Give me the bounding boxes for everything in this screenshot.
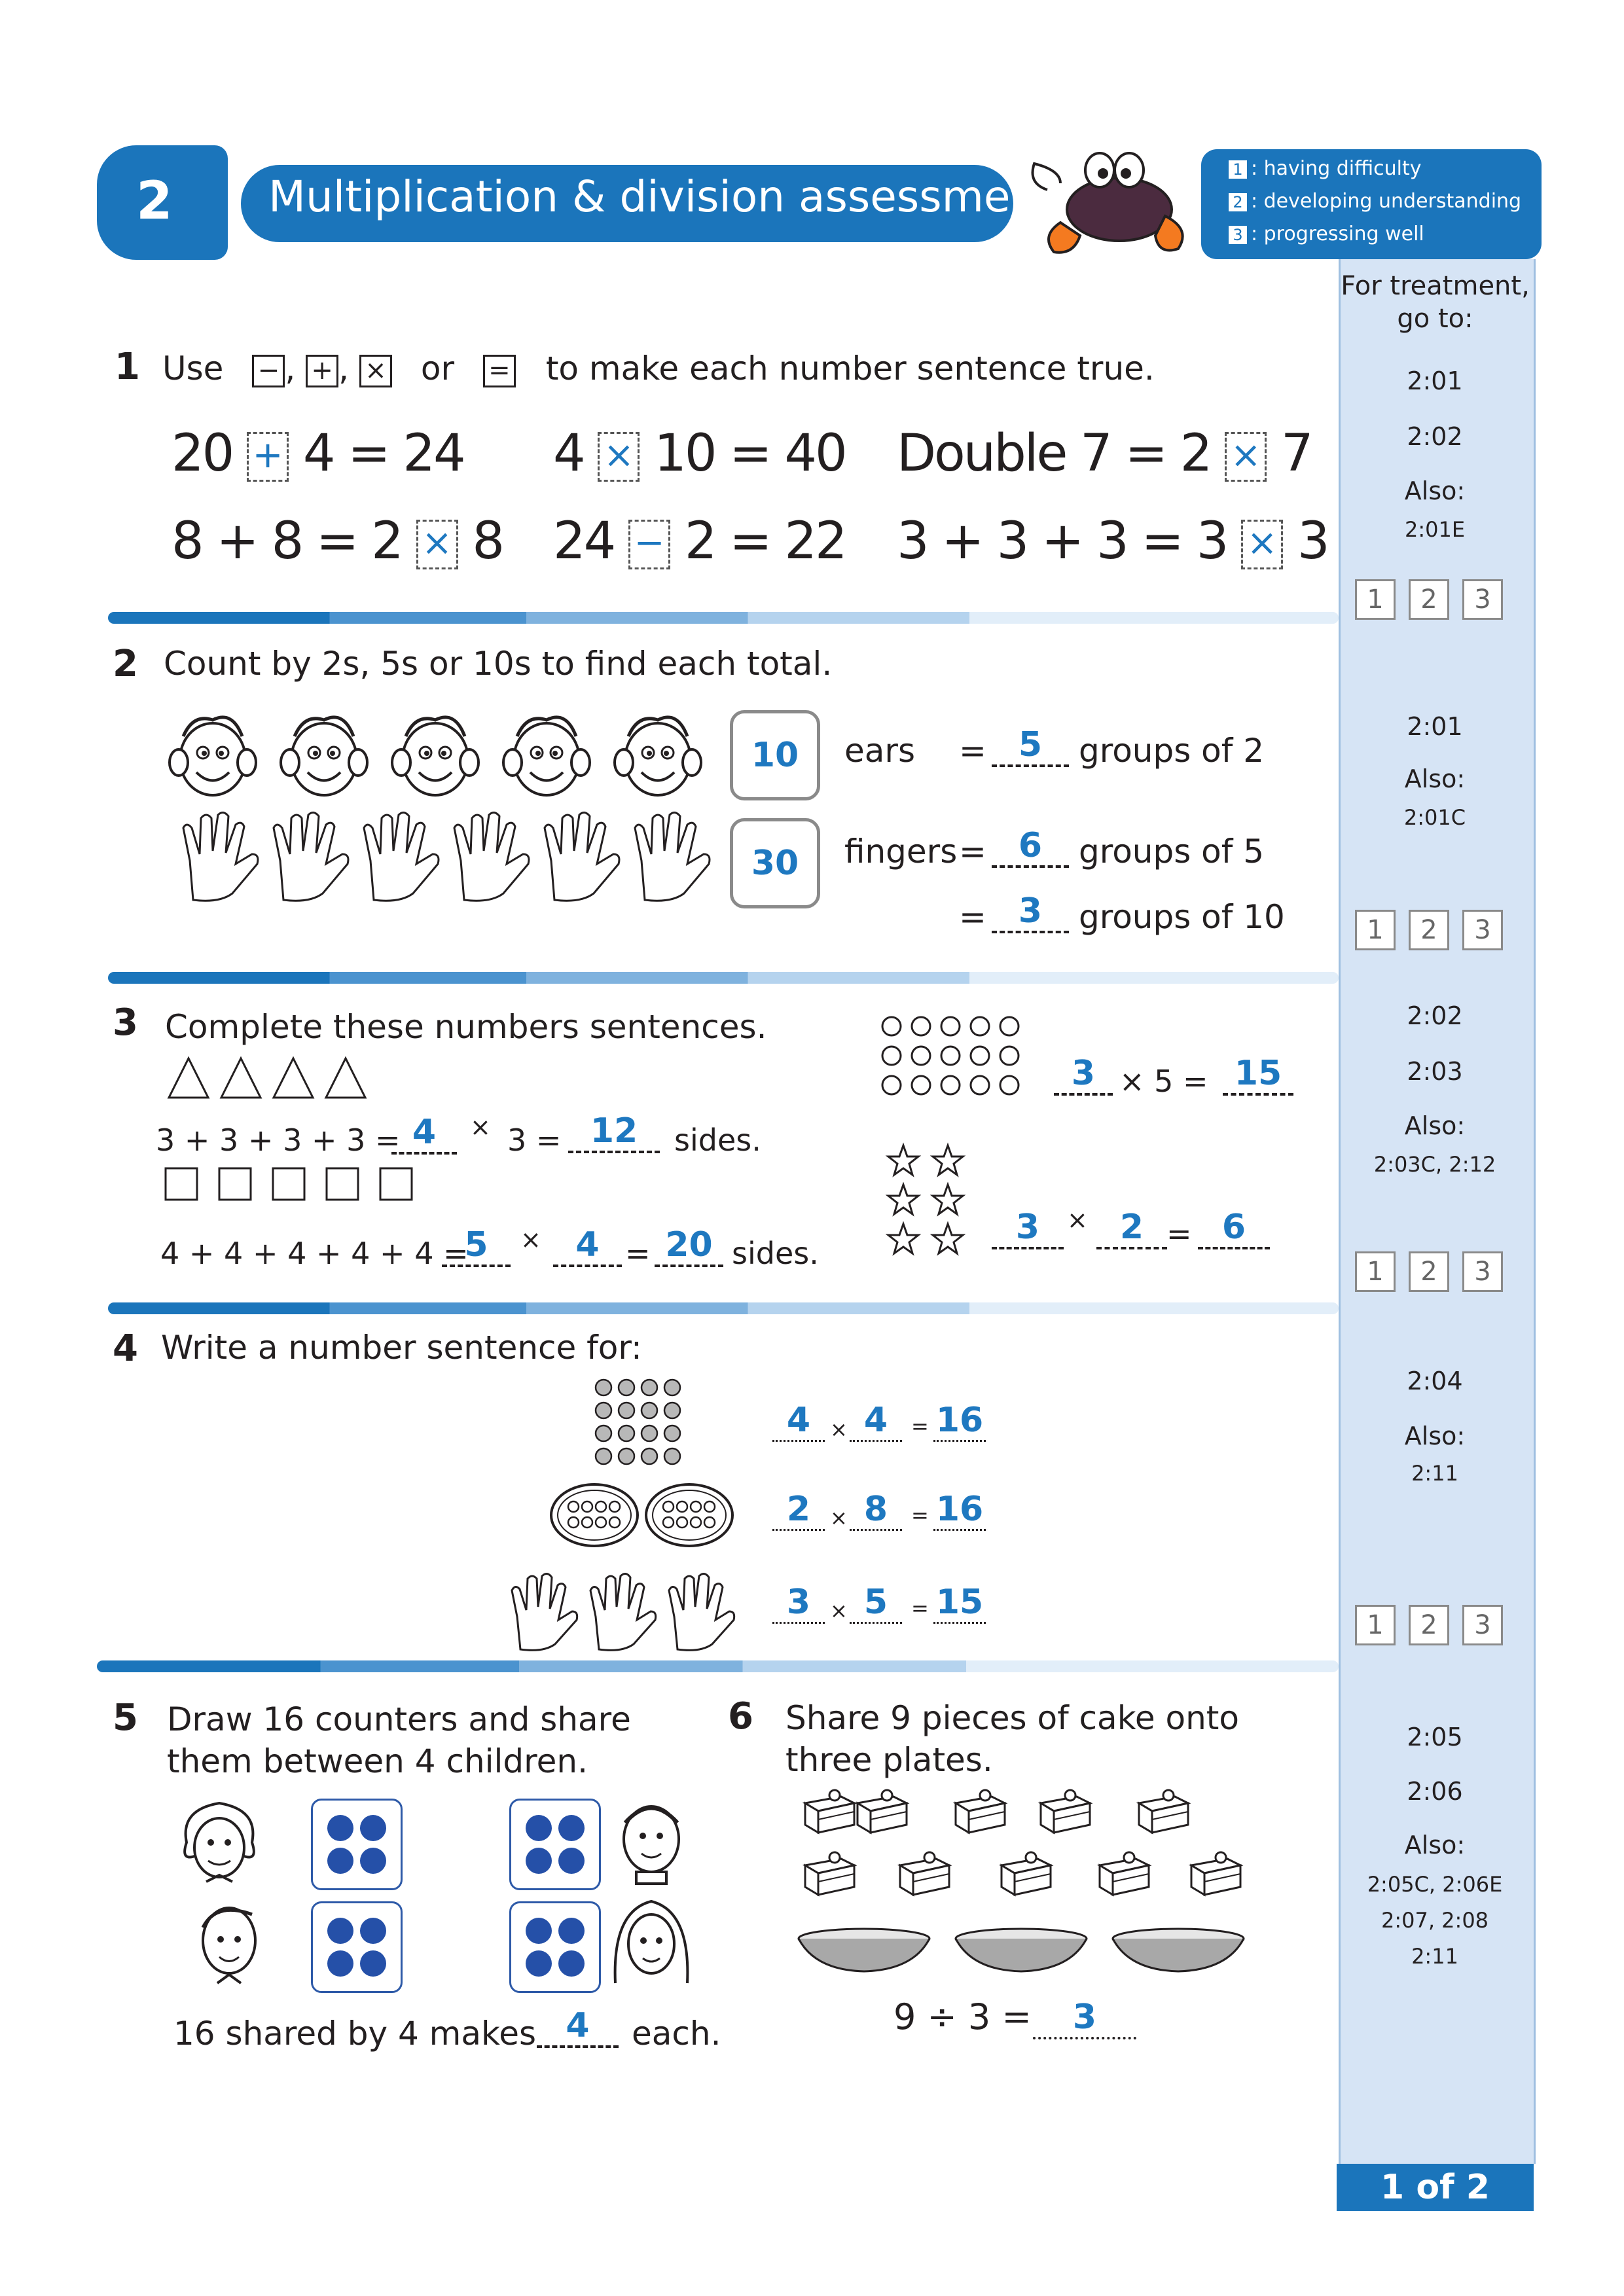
counter-icon	[360, 1815, 386, 1841]
treatment-ref: 2:02	[1407, 1001, 1463, 1030]
legend-item: 2 : developing understanding	[1229, 190, 1542, 223]
counter-icon	[558, 1848, 585, 1874]
rating-boxes[interactable]	[1355, 579, 1503, 620]
q1-sentence: 8 + 8 = 2 × 8	[171, 512, 503, 571]
q1-sentence: 4 × 10 = 40	[553, 424, 846, 483]
times-sign: ×	[830, 1505, 848, 1530]
times-sign: ×	[1067, 1206, 1088, 1234]
q1-sentence: Double 7 = 2 × 7	[897, 424, 1312, 483]
rating-boxes[interactable]	[1355, 1251, 1503, 1292]
fingers-total-box[interactable]: 30	[730, 818, 820, 908]
triangle-total-answer[interactable]: 12	[568, 1111, 660, 1153]
counter-icon	[526, 1815, 552, 1841]
q2-instruction: Count by 2s, 5s or 10s to find each total.	[164, 645, 833, 683]
q5-result-text: 16 shared by 4 makes	[173, 2015, 537, 2053]
equals-sign: =	[959, 898, 986, 936]
also-label: Also:	[1404, 1831, 1466, 1859]
child-face-icon	[609, 1892, 694, 1990]
square-sentence: 4 + 4 + 4 + 4 + 4 =	[160, 1236, 469, 1271]
page-title: Multiplication & division assessment	[268, 171, 1055, 222]
circles-total-answer[interactable]: 15	[1223, 1054, 1293, 1096]
counter-icon	[526, 1950, 552, 1977]
times-sign: ×	[520, 1225, 541, 1254]
q4-row1-a[interactable]: 4	[772, 1401, 825, 1442]
square-groups-answer[interactable]: 5	[442, 1225, 511, 1267]
counter-box[interactable]	[509, 1901, 601, 1993]
egg-cartons-illustration	[550, 1480, 740, 1552]
stars-columns-answer[interactable]: 2	[1096, 1208, 1167, 1249]
also-ref: 2:01C	[1403, 805, 1466, 830]
crab-mascot-icon	[1021, 144, 1204, 262]
counter-icon	[327, 1918, 353, 1944]
page-indicator: 1 of 2	[1337, 2164, 1534, 2211]
q4-row3-b[interactable]: 5	[850, 1583, 902, 1624]
faces-illustration	[167, 707, 730, 805]
counter-icon	[526, 1848, 552, 1874]
child-face-icon	[609, 1793, 694, 1892]
question-number: 5	[113, 1696, 138, 1739]
treatment-ref: 2:06	[1407, 1777, 1463, 1806]
circles-rows-answer[interactable]: 3	[1054, 1054, 1113, 1096]
ears-groups-answer[interactable]: 5	[992, 725, 1069, 767]
child-face-icon	[177, 1797, 262, 1895]
rating-1[interactable]: 1	[1355, 1251, 1396, 1292]
q1-sentence: 24 − 2 = 22	[553, 512, 846, 571]
header-banner	[97, 145, 1055, 260]
counter-icon	[360, 1918, 386, 1944]
counter-icon	[558, 1950, 585, 1977]
q6-answer[interactable]: 3	[1033, 1998, 1136, 2039]
also-ref: 2:01E	[1404, 517, 1466, 542]
also-ref: 2:03C, 2:12	[1373, 1152, 1496, 1177]
legend-item: 1 : having difficulty	[1229, 157, 1542, 190]
ears-label: ears	[844, 732, 916, 770]
fingers-groups10-answer[interactable]: 3	[992, 891, 1069, 933]
section-number: 2	[136, 170, 173, 231]
q4-instruction: Write a number sentence for:	[161, 1329, 642, 1367]
face-icon	[170, 717, 256, 795]
treatment-ref: 2:05	[1407, 1723, 1463, 1751]
also-ref: 2:11	[1411, 1944, 1458, 1969]
question-number: 4	[113, 1327, 138, 1370]
rating-2[interactable]: 2	[1409, 1251, 1449, 1292]
also-ref: 2:11	[1411, 1461, 1458, 1486]
also-ref: 2:05C, 2:06E	[1367, 1872, 1503, 1897]
treatment-ref: 2:03	[1407, 1057, 1463, 1086]
squares-illustration	[164, 1166, 425, 1206]
rating-3[interactable]: 3	[1462, 579, 1503, 620]
treatment-ref: 2:01	[1407, 712, 1463, 741]
times-sign: ×	[830, 1598, 848, 1623]
cake-pieces-illustration	[802, 1784, 1260, 1914]
counter-box[interactable]	[509, 1799, 601, 1890]
counter-icon	[360, 1848, 386, 1874]
equals-sign: =	[1166, 1216, 1192, 1251]
answer-op-box[interactable]: +	[247, 432, 289, 482]
ears-total-box[interactable]: 10	[730, 710, 820, 800]
three-hands-illustration	[504, 1571, 740, 1656]
rating-3[interactable]: 3	[1462, 910, 1503, 950]
answer-op-box[interactable]: ×	[598, 432, 640, 482]
equals-sign: =	[911, 1503, 929, 1528]
q1-instruction: Use − , + , × or = to make each number sentence true.	[162, 350, 1155, 387]
grey-dots-array-illustration	[592, 1378, 704, 1469]
counter-icon	[327, 1950, 353, 1977]
stars-rows-answer[interactable]: 3	[992, 1208, 1064, 1249]
also-label: Also:	[1404, 1422, 1466, 1450]
q4-row2-c[interactable]: 16	[933, 1490, 986, 1531]
sides-label: sides.	[732, 1236, 819, 1271]
rating-boxes[interactable]	[1355, 1605, 1503, 1645]
fingers-label: fingers	[844, 833, 958, 870]
groups-label: groups of 10	[1079, 898, 1285, 936]
treatment-ref: 2:04	[1407, 1367, 1463, 1395]
counter-icon	[327, 1848, 353, 1874]
child-face-icon	[190, 1895, 268, 1993]
square-total-answer[interactable]: 20	[655, 1225, 723, 1267]
counter-icon	[558, 1918, 585, 1944]
counter-icon	[526, 1918, 552, 1944]
square-multiplier-answer[interactable]: 4	[553, 1225, 622, 1267]
rating-2[interactable]: 2	[1409, 579, 1449, 620]
q3-instruction: Complete these numbers sentences.	[165, 1008, 767, 1046]
equals-sign: =	[625, 1236, 651, 1271]
rating-1[interactable]: 1	[1355, 1605, 1396, 1645]
rating-1[interactable]: 1	[1355, 579, 1396, 620]
triangle-sentence: 3 + 3 + 3 + 3 =	[156, 1122, 401, 1158]
also-label: Also:	[1404, 764, 1466, 793]
rating-3[interactable]: 3	[1462, 1251, 1503, 1292]
groups-label: groups of 2	[1079, 732, 1265, 770]
answer-op-box[interactable]: ×	[1225, 432, 1267, 482]
plates-illustration	[795, 1924, 1254, 1977]
treatment-ref: 2:01	[1407, 367, 1463, 395]
equals-sign: =	[911, 1414, 929, 1439]
counter-box[interactable]	[311, 1799, 403, 1890]
rating-2[interactable]: 2	[1409, 1605, 1449, 1645]
counter-icon	[360, 1950, 386, 1977]
q4-row2-a[interactable]: 2	[772, 1490, 825, 1531]
answer-op-box[interactable]: −	[628, 520, 670, 569]
treatment-ref: 2:02	[1407, 422, 1463, 451]
minus-op-box: −	[252, 355, 285, 387]
q1-sentence: 3 + 3 + 3 = 3 × 3	[897, 512, 1328, 571]
equals-op-box: =	[483, 355, 516, 387]
also-label: Also:	[1404, 1111, 1466, 1140]
q5-result-suffix: each.	[632, 2015, 721, 2053]
also-label: Also:	[1404, 476, 1466, 505]
answer-op-box[interactable]: ×	[416, 520, 458, 569]
legend-item: 3 : progressing well	[1229, 223, 1542, 255]
question-number: 2	[113, 643, 138, 685]
counter-icon	[327, 1815, 353, 1841]
question-number: 3	[113, 1001, 138, 1044]
circles-array-illustration	[880, 1013, 1034, 1105]
circles-sentence: × 5 =	[1119, 1064, 1208, 1099]
rating-2[interactable]: 2	[1409, 910, 1449, 950]
groups-label: groups of 5	[1079, 833, 1265, 870]
stars-total-answer[interactable]: 6	[1198, 1208, 1270, 1249]
equals-sign: =	[959, 833, 986, 870]
assessment-legend	[1201, 149, 1542, 259]
q6-expression: 9 ÷ 3 =	[893, 1996, 1032, 2037]
times-op-box: ×	[359, 355, 392, 387]
q6-instruction-line1: Share 9 pieces of cake onto	[785, 1699, 1239, 1737]
question-number: 6	[728, 1695, 753, 1738]
q5-result-answer[interactable]: 4	[537, 2006, 619, 2048]
q4-row3-a[interactable]: 3	[772, 1583, 825, 1624]
section-divider	[108, 972, 1339, 984]
q5-instruction-line1: Draw 16 counters and share	[167, 1700, 631, 1738]
multiplier: 3 =	[507, 1122, 562, 1158]
answer-op-box[interactable]: ×	[1241, 520, 1283, 569]
fingers-groups5-answer[interactable]: 6	[992, 826, 1069, 868]
hands-illustration	[173, 808, 723, 906]
triangle-groups-answer[interactable]: 4	[391, 1113, 457, 1155]
times-sign: ×	[830, 1417, 848, 1442]
section-divider	[97, 1660, 1339, 1672]
equals-sign: =	[911, 1596, 929, 1621]
q4-row1-b[interactable]: 4	[850, 1401, 902, 1442]
q4-row2-b[interactable]: 8	[850, 1490, 902, 1531]
section-divider	[108, 1302, 1339, 1314]
sides-label: sides.	[674, 1122, 761, 1158]
q4-row3-c[interactable]: 15	[933, 1583, 986, 1624]
q1-sentence: 20 + 4 = 24	[171, 424, 464, 483]
rating-boxes[interactable]	[1355, 910, 1503, 950]
treatment-label: For treatment, go to:	[1341, 271, 1530, 334]
times-sign: ×	[470, 1113, 491, 1141]
also-ref: 2:07, 2:08	[1380, 1908, 1489, 1933]
section-divider	[108, 612, 1339, 624]
stars-array-illustration	[887, 1144, 979, 1262]
rating-3[interactable]: 3	[1462, 1605, 1503, 1645]
equals-sign: =	[959, 732, 986, 770]
rating-1[interactable]: 1	[1355, 910, 1396, 950]
counter-box[interactable]	[311, 1901, 403, 1993]
q5-instruction-line2: them between 4 children.	[167, 1742, 588, 1780]
q6-instruction-line2: three plates.	[785, 1741, 993, 1779]
q4-row1-c[interactable]: 16	[933, 1401, 986, 1442]
triangles-illustration	[166, 1055, 382, 1101]
hand-icon	[183, 812, 258, 901]
question-number: 1	[115, 346, 140, 388]
plus-op-box: +	[306, 355, 338, 387]
counter-icon	[558, 1815, 585, 1841]
